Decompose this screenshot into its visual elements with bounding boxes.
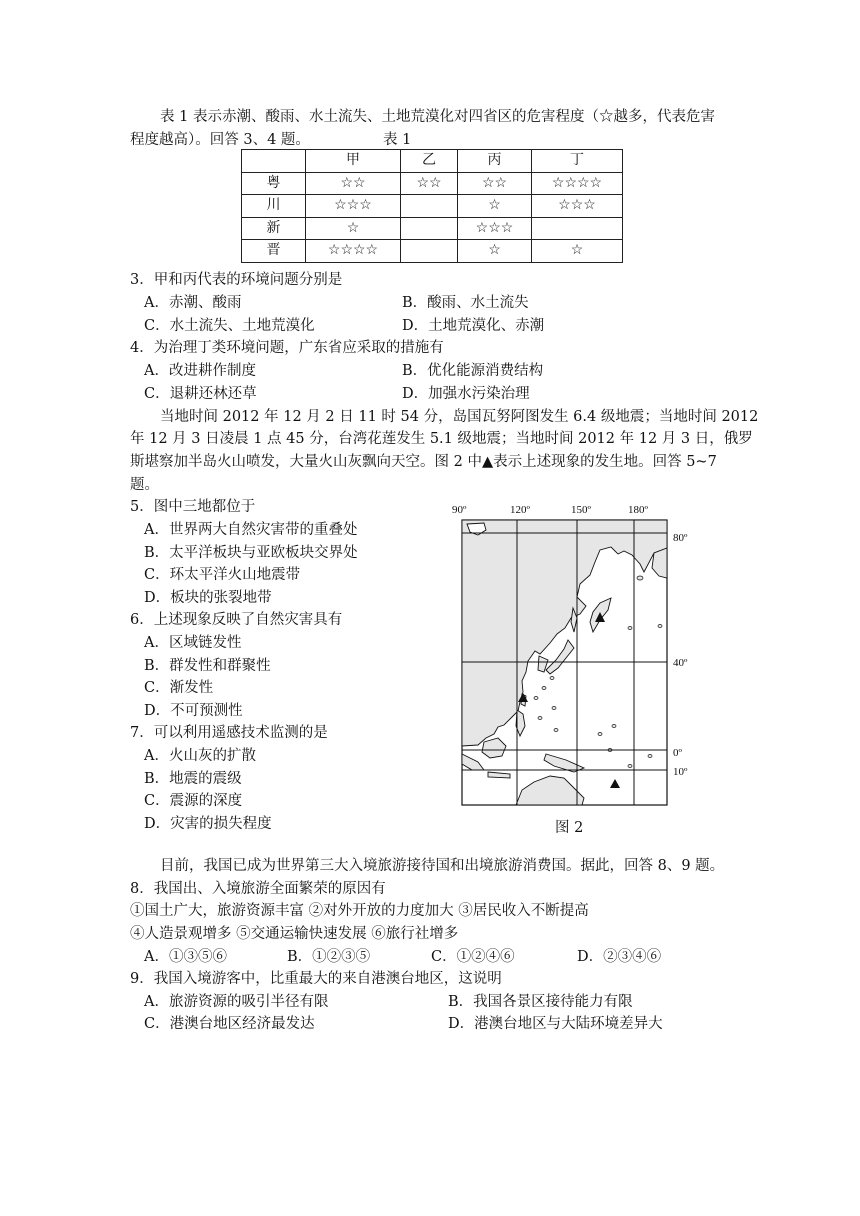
question-4-option-d: D．加强水污染治理 — [402, 386, 530, 402]
table-header-row — [242, 150, 623, 173]
question-9-option-b: B．我国各景区接待能力有限 — [448, 994, 633, 1010]
question-9-option-d: D．港澳台地区与大陆环境差异大 — [448, 1016, 663, 1032]
question-9-option-c: C．港澳台地区经济最发达 — [144, 1016, 315, 1032]
question-3-option-b: B．酸雨、水土流失 — [402, 295, 529, 311]
map-lon-label: 180º — [628, 504, 648, 516]
question-5-option-a: A．世界两大自然灾害带的重叠处 — [144, 522, 358, 538]
table-caption: 表 1 — [383, 132, 412, 148]
table-cell: ☆ — [458, 195, 532, 218]
table-cell: ☆☆☆☆ — [532, 172, 623, 195]
table-cell: ☆☆☆ — [532, 195, 623, 218]
table-cell: ☆ — [458, 240, 532, 263]
question-9-option-a: A．旅游资源的吸引半径有限 — [144, 994, 329, 1010]
table-header-cell: 丁 — [532, 150, 623, 173]
table-header-cell: 丙 — [458, 150, 532, 173]
map-lon-label: 150º — [571, 504, 591, 516]
question-8-option-a: A．①③⑤⑥ — [144, 949, 227, 965]
table-cell: ☆ — [532, 240, 623, 263]
disaster-intro-line-4: 题。 — [130, 477, 159, 493]
table-cell: ☆☆☆ — [458, 217, 532, 240]
table-cell: ☆☆ — [401, 172, 458, 195]
question-8-statement-1: ①国土广大，旅游资源丰富 ②对外开放的力度加大 ③居民收入不断提高 — [130, 903, 589, 919]
question-6-option-c: C．渐发性 — [144, 680, 214, 696]
table-cell: 新 — [242, 217, 306, 240]
question-8-option-b: B．①②③⑤ — [287, 949, 371, 965]
pacific-map — [440, 498, 700, 813]
table-cell: ☆☆ — [306, 172, 401, 195]
table-cell: ☆ — [306, 217, 401, 240]
question-3-stem: 3．甲和丙代表的环境问题分别是 — [130, 272, 343, 288]
table-header-cell: 乙 — [401, 150, 458, 173]
hazard-table — [241, 149, 623, 263]
table-intro-line-2: 程度越高）。回答 3、4 题。 — [130, 132, 310, 148]
question-3-option-c: C．水土流失、土地荒漠化 — [144, 318, 315, 334]
table-intro-line-1: 表 1 表示赤潮、酸雨、水土流失、土地荒漠化对四省区的危害程度（☆越多，代表危害 — [160, 109, 715, 125]
table-cell — [532, 217, 623, 240]
disaster-intro-line-2: 年 12 月 3 日凌晨 1 点 45 分，台湾花莲发生 5.1 级地震；当地时间 2012 年 12 月 3 日，俄罗 — [130, 431, 753, 447]
disaster-intro-line-3: 斯堪察加半岛火山喷发，大量火山灰飘向天空。图 2 中▲表示上述现象的发生地。回答 5~7 — [130, 454, 717, 470]
question-6-stem: 6．上述现象反映了自然灾害具有 — [130, 612, 343, 628]
table-header-cell — [242, 150, 306, 173]
table-cell: 川 — [242, 195, 306, 218]
question-9-stem: 9．我国入境游客中，比重最大的来自港澳台地区，这说明 — [130, 971, 502, 987]
table-cell — [401, 217, 458, 240]
question-4-option-b: B．优化能源消费结构 — [402, 363, 544, 379]
question-5-option-d: D．板块的张裂地带 — [144, 590, 272, 606]
map-lon-label: 120º — [510, 504, 530, 516]
table-row — [242, 240, 623, 263]
table-row — [242, 195, 623, 218]
question-5-option-c: C．环太平洋火山地震带 — [144, 567, 301, 583]
table-cell: ☆☆ — [458, 172, 532, 195]
map-lat-label: 40º — [673, 657, 688, 669]
question-7-stem: 7．可以利用遥感技术监测的是 — [130, 725, 328, 741]
map-caption: 图 2 — [555, 820, 584, 836]
question-7-option-c: C．震源的深度 — [144, 793, 243, 809]
table-cell — [401, 240, 458, 263]
table-cell: 粤 — [242, 172, 306, 195]
question-3-option-d: D．土地荒漠化、赤潮 — [402, 318, 545, 334]
disaster-intro-line-1: 当地时间 2012 年 12 月 2 日 11 时 54 分，岛国瓦努阿图发生 6.4 级地震；当地时间 2012 — [160, 409, 759, 425]
map-lat-label: 80º — [673, 532, 688, 544]
question-8-option-d: D．②③④⑥ — [577, 949, 662, 965]
table-row — [242, 172, 623, 195]
tourism-intro-line-1: 目前，我国已成为世界第三大入境旅游接待国和出境旅游消费国。据此，回答 8、9 题。 — [160, 858, 725, 874]
question-4-option-a: A．改进耕作制度 — [144, 363, 256, 379]
table-cell — [401, 195, 458, 218]
table-cell: 晋 — [242, 240, 306, 263]
question-8-option-c: C．①②④⑥ — [431, 949, 515, 965]
question-3-option-a: A．赤潮、酸雨 — [144, 295, 242, 311]
table-row — [242, 217, 623, 240]
map-lon-label: 90º — [452, 504, 467, 516]
question-4-option-c: C．退耕还林还草 — [144, 386, 257, 402]
question-5-stem: 5．图中三地都位于 — [130, 499, 256, 515]
question-7-option-a: A．火山灰的扩散 — [144, 748, 256, 764]
question-4-stem: 4．为治理丁类环境问题，广东省应采取的措施有 — [130, 340, 444, 356]
question-8-stem: 8．我国出、入境旅游全面繁荣的原因有 — [130, 881, 386, 897]
table-cell: ☆☆☆☆ — [306, 240, 401, 263]
question-5-option-b: B．太平洋板块与亚欧板块交界处 — [144, 545, 358, 561]
table-cell: ☆☆☆ — [306, 195, 401, 218]
question-6-option-d: D．不可预测性 — [144, 703, 243, 719]
question-6-option-b: B．群发性和群聚性 — [144, 658, 271, 674]
table-header-cell: 甲 — [306, 150, 401, 173]
map-lat-label: 0º — [673, 747, 682, 759]
question-7-option-d: D．灾害的损失程度 — [144, 816, 272, 832]
question-8-statement-2: ④人造景观增多 ⑤交通运输快速发展 ⑥旅行社增多 — [130, 926, 459, 942]
map-lat-label: 10º — [673, 766, 688, 778]
question-7-option-b: B．地震的震级 — [144, 771, 242, 787]
question-6-option-a: A．区域链发性 — [144, 635, 242, 651]
